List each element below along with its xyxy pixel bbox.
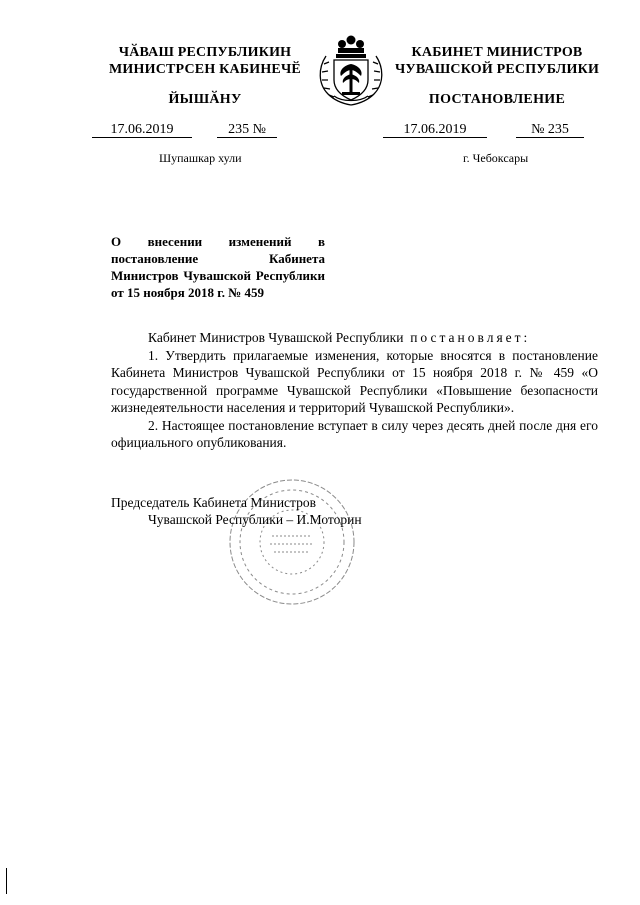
header-right-date-number — [383, 122, 584, 138]
body-paragraph-2: 2. Настоящее постановление вступает в силу через десять дней после дня его официального опубликования. — [111, 417, 598, 450]
document-body — [111, 329, 598, 452]
header-left-doc-type: ЙЫШӐНУ — [168, 92, 242, 107]
document-subject: О внесении изменений в постановление Кабинета Министров Чувашской Республики от 15 ноября 2018 г. № 459 — [111, 234, 325, 300]
body-intro-org: Кабинет Министров Чувашской Республики — [148, 330, 404, 345]
header-right-organization — [392, 44, 602, 78]
header-left-line1: ЧӐВАШ РЕСПУБЛИКИН — [118, 45, 292, 60]
header-right-doc-type: ПОСТАНОВЛЕНИЕ — [428, 92, 566, 107]
header-right-date: 17.06.2019 — [383, 122, 487, 138]
signature-name: Чувашской Республики – И.Моторин — [148, 512, 362, 527]
header-left-place: Шупашкар хули — [159, 151, 242, 165]
body-intro-verb: постановляет: — [410, 330, 531, 345]
scan-margin-mark — [6, 868, 7, 894]
header-right-number: № 235 — [516, 122, 584, 138]
header-left-date-number — [92, 122, 277, 138]
body-paragraph-1: 1. Утвердить прилагаемые изменения, которые вносятся в постановление Кабинета Министров Чувашской Республики от 15 ноября 2018 г. № 459 «О государственной программе Чувашской Республики «Повышение безопасности жизнедеятельности населения и территорий Чувашской Республики». — [111, 347, 598, 415]
body-intro — [111, 329, 598, 347]
header-left-number: 235 № — [217, 122, 277, 138]
signature-title: Председатель Кабинета Министров — [111, 495, 316, 510]
coat-of-arms-emblem — [312, 30, 390, 110]
header-right-line2: ЧУВАШСКОЙ РЕСПУБЛИКИ — [394, 62, 600, 77]
header-left-organization — [100, 44, 310, 78]
signature-block — [111, 494, 362, 528]
header-left-date: 17.06.2019 — [92, 122, 192, 138]
header-left-line2: МИНИСТРСЕН КАБИНЕЧӖ — [109, 62, 301, 77]
header-right-line1: КАБИНЕТ МИНИСТРОВ — [411, 45, 583, 60]
header-right-place: г. Чебоксары — [463, 151, 529, 165]
emblem-icon — [312, 30, 390, 110]
